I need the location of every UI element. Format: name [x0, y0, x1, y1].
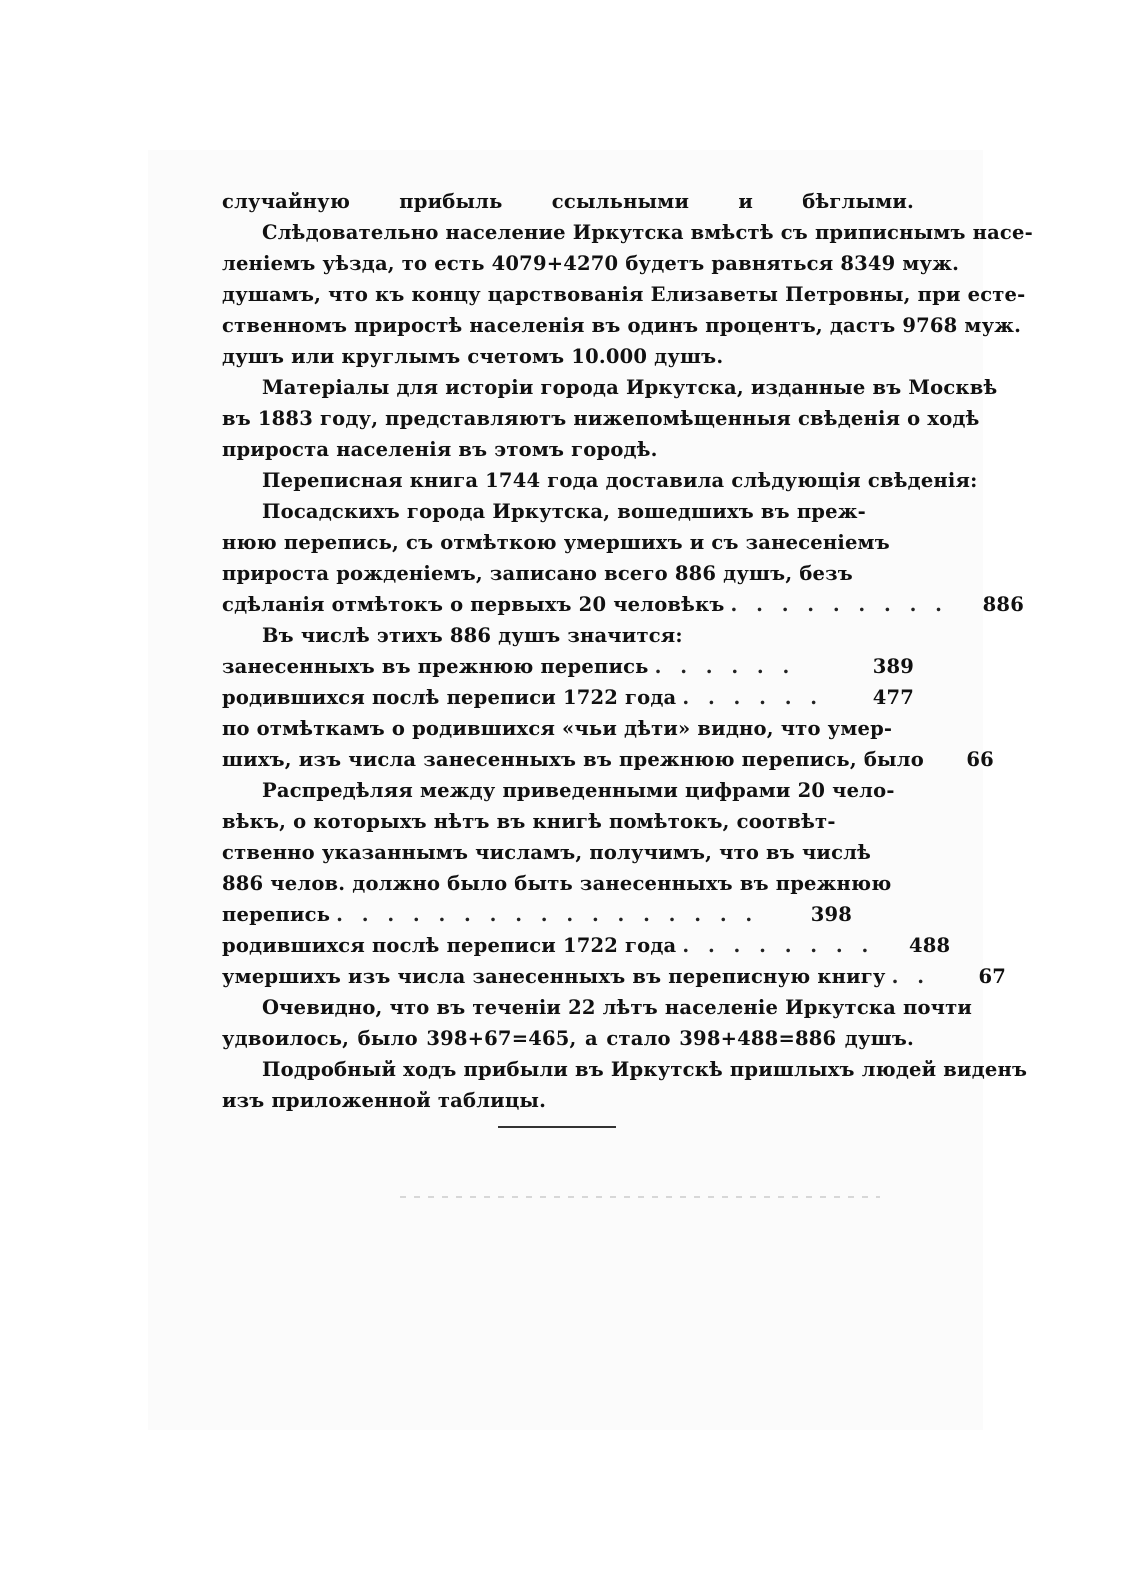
leader-dots: . .	[891, 965, 930, 988]
leader-dots: . . . . . .	[682, 686, 824, 709]
text-line: Распредѣляя между приведенными цифрами 20 чело-	[262, 779, 895, 802]
text-line: ственно указаннымъ числамъ, получимъ, что въ числѣ	[222, 841, 872, 864]
paragraph-line	[222, 837, 872, 868]
text-line: по отмѣткамъ о родившихся «чьи дѣти» видно, что умер-	[222, 717, 893, 740]
text-line: ленiемъ уѣзда, то есть 4079+4270 будетъ равняться 8349 муж.	[222, 252, 960, 275]
text-line: прироста рожденiемъ, записано всего 886 душъ, безъ	[222, 562, 853, 585]
text-line: нюю перепись, съ отмѣткою умершихъ и съ занесенiемъ	[222, 531, 890, 554]
stat-value: 477	[872, 686, 914, 709]
text-line: изъ приложенной таблицы.	[222, 1089, 547, 1112]
text-line: душамъ, что къ концу царствованiя Елизаветы Петровны, при есте-	[222, 283, 1026, 306]
stat-label: занесенныхъ въ прежнюю перепись	[222, 655, 649, 678]
stat-label: шихъ, изъ числа занесенныхъ въ прежнюю перепись, было	[222, 748, 924, 771]
stat-label: перепись	[222, 903, 331, 926]
stat-value: 389	[872, 655, 914, 678]
stat-row-born-after	[222, 682, 914, 713]
stat-row-adj-deceased	[222, 961, 1006, 992]
stat-row-prev-census	[222, 651, 914, 682]
text-line: прироста населенiя въ этомъ городѣ.	[222, 438, 658, 461]
stat-value: 66	[966, 748, 994, 771]
text-line: Матерiалы для исторiи города Иркутска, изданные въ Москвѣ	[262, 376, 998, 399]
stat-row-adj-prev-census	[222, 899, 852, 930]
stat-value: 488	[908, 934, 951, 957]
leader-dots: . . . . . . . . .	[730, 593, 948, 616]
horizontal-rule	[498, 1126, 616, 1128]
text-line: въ 1883 году, представляютъ нижепомѣщенныя свѣденiя о ходѣ	[222, 407, 980, 430]
leader-dots: . . . . . .	[654, 655, 796, 678]
text-line: Посадскихъ города Иркутска, вошедшихъ въ преж-	[262, 500, 866, 523]
text-line: душъ или круглымъ счетомъ 10.000 душъ.	[222, 345, 724, 368]
stat-value: 398	[810, 903, 852, 926]
bleed-through-trace	[400, 1196, 880, 1198]
leader-dots: . . . . . . . . . . . . . . . . .	[336, 903, 759, 926]
text-line: вѣкъ, о которыхъ нѣтъ въ книгѣ помѣтокъ, соотвѣт-	[222, 810, 836, 833]
text-line: Въ числѣ этихъ 886 душъ значится:	[262, 624, 683, 647]
paragraph-line	[222, 775, 895, 806]
text-line: Очевидно, что въ теченiи 22 лѣтъ населенiе Иркутска почти	[262, 996, 973, 1019]
stat-label: родившихся послѣ переписи 1722 года	[222, 934, 677, 957]
stat-row-deceased-note	[222, 713, 893, 744]
stat-value: 67	[978, 965, 1006, 988]
text-line: Слѣдовательно население Иркутска вмѣстѣ съ приписнымъ насе-	[262, 221, 1033, 244]
stat-row-total	[222, 589, 1024, 620]
leader-dots: . . . . . . . .	[682, 934, 875, 957]
stat-label: умершихъ изъ числа занесенныхъ въ переписную книгу	[222, 965, 886, 988]
stat-value: 886	[982, 593, 1024, 616]
text-line: случайную прибыль ссыльными и бѣглыми.	[222, 190, 914, 213]
paragraph-line	[222, 806, 852, 837]
text-line: Подробный ходъ прибыли въ Иркутскѣ пришлыхъ людей виденъ	[262, 1058, 1028, 1081]
paragraph-line	[222, 868, 892, 899]
text-line: ственномъ приростѣ населенiя въ одинъ процентъ, дастъ 9768 муж.	[222, 314, 1022, 337]
stat-row-adj-born-after	[222, 930, 951, 961]
text-line: удвоилось, было 398+67=465, а стало 398+488=886 душъ.	[222, 1027, 914, 1050]
text-line: 886 челов. должно было быть занесенныхъ въ прежнюю	[222, 872, 892, 895]
stat-label: сдѣланiя отмѣтокъ о первыхъ 20 человѣкъ	[222, 593, 725, 616]
stat-row-deceased	[222, 744, 994, 775]
text-line: Переписная книга 1744 года доставила слѣдующiя свѣденiя:	[262, 469, 978, 492]
stat-label: родившихся послѣ переписи 1722 года	[222, 686, 677, 709]
page-text	[222, 186, 1033, 1116]
